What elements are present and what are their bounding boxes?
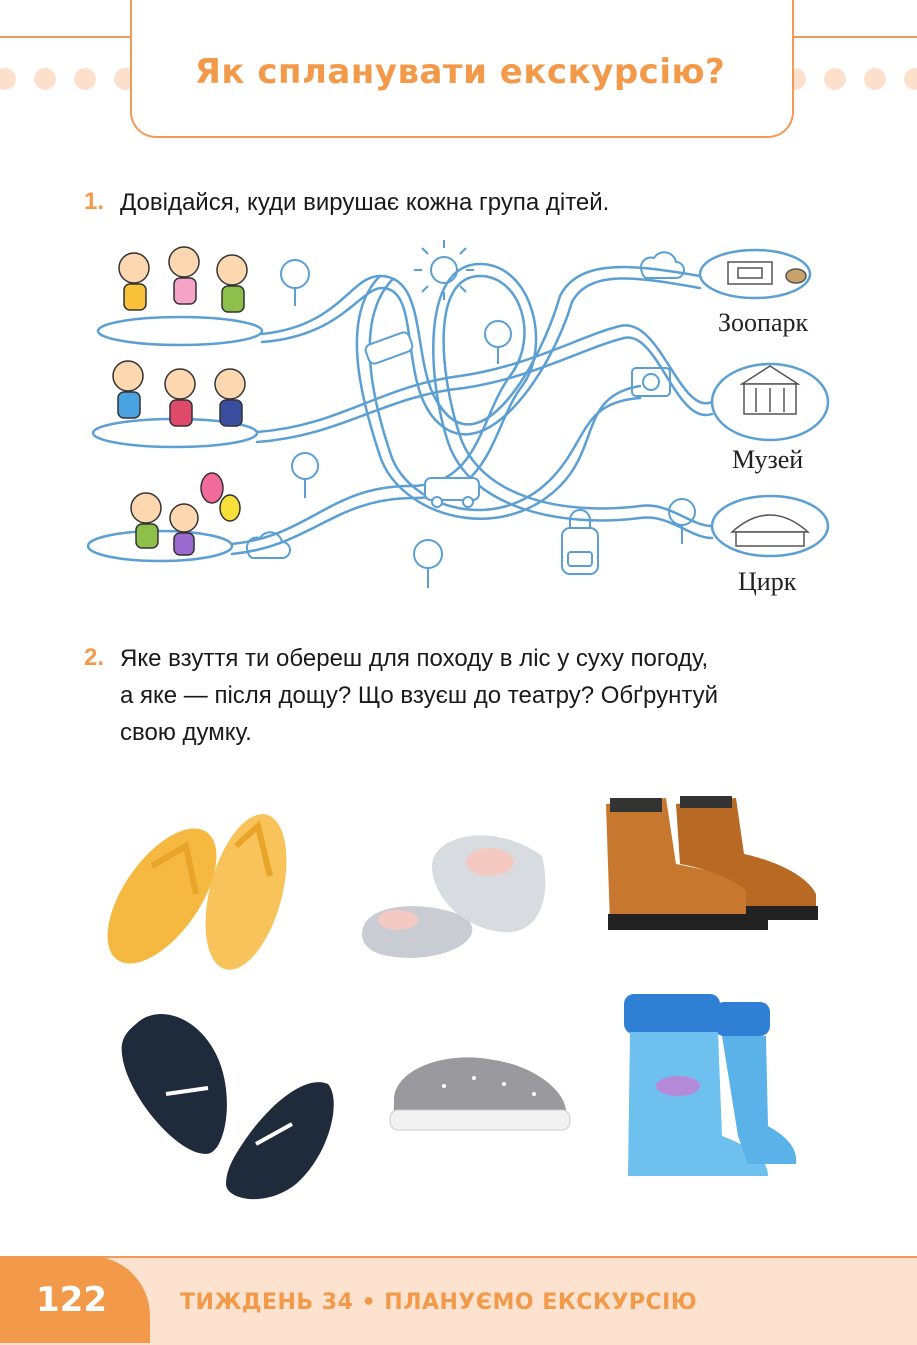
task-2-line-1: Яке взуття ти обереш для походу в ліс у суху погоду, bbox=[120, 645, 709, 672]
hiking-boots-image bbox=[596, 794, 822, 934]
task-2-number: 2. bbox=[84, 644, 105, 671]
silver-girls-shoes-image bbox=[352, 816, 552, 966]
page-title: Як спланувати екскурсію? bbox=[194, 52, 726, 92]
decor-dot bbox=[0, 68, 16, 90]
children-group-1 bbox=[119, 247, 247, 312]
header-line-right bbox=[788, 0, 917, 38]
children-group-3 bbox=[131, 473, 240, 555]
task-2-line-2: а яке — після дощу? Що взуєш до театру? Обґрунтуй bbox=[120, 682, 719, 709]
destination-label-museum: Музей bbox=[732, 445, 804, 474]
footer-section-title: ТИЖДЕНЬ 34 • ПЛАНУЄМО ЕКСКУРСІЮ bbox=[180, 1290, 698, 1315]
museum-icon bbox=[742, 366, 798, 414]
maze-illustration bbox=[80, 236, 840, 606]
task-1-text: Довідайся, куди вирушає кожна група дітей. bbox=[120, 189, 610, 216]
decor-dot bbox=[34, 68, 56, 90]
decor-dot bbox=[904, 68, 917, 90]
decor-dot bbox=[74, 68, 96, 90]
task-1-number: 1. bbox=[84, 188, 105, 215]
page-number: 122 bbox=[36, 1280, 107, 1320]
children-group-2 bbox=[113, 361, 245, 426]
boat-shoes-image bbox=[116, 1004, 342, 1208]
destination-label-zoo: Зоопарк bbox=[718, 308, 809, 337]
cloud-icon bbox=[247, 252, 684, 558]
decor-dot bbox=[864, 68, 886, 90]
decor-dot bbox=[824, 68, 846, 90]
header-line-left bbox=[0, 0, 132, 38]
task-2-line-3: свою думку. bbox=[120, 719, 252, 746]
destination-label-circus: Цирк bbox=[738, 567, 797, 596]
canvas-sneakers-image bbox=[384, 1030, 574, 1140]
zoo-icon bbox=[728, 262, 806, 284]
rain-boots-image bbox=[618, 986, 800, 1190]
circus-icon bbox=[732, 515, 808, 546]
flip-flops-image bbox=[100, 806, 300, 976]
